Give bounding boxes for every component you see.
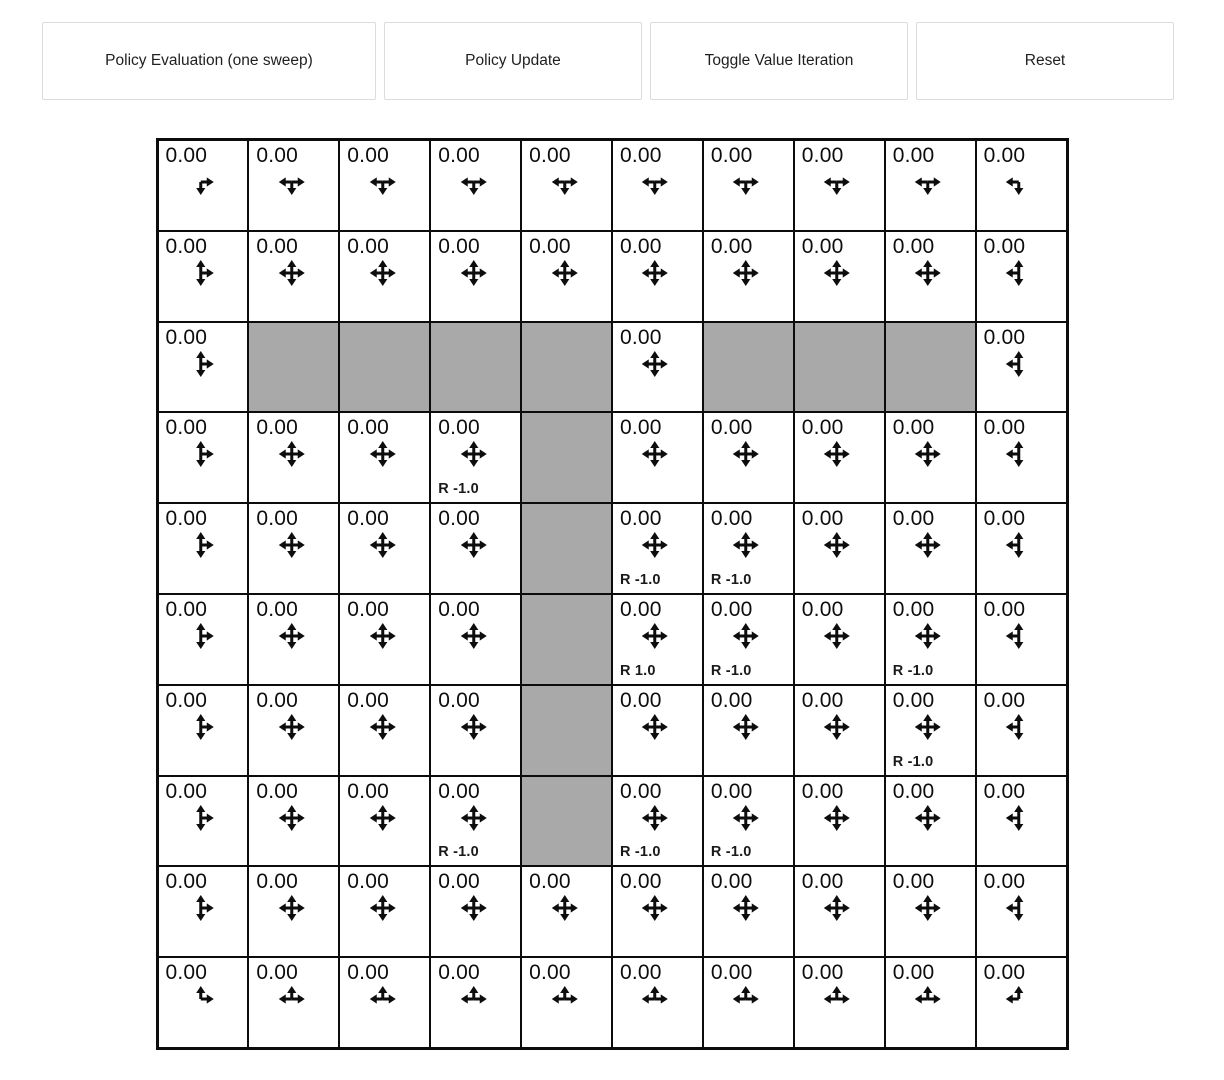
grid-cell[interactable]	[340, 777, 429, 866]
grid-cell[interactable]	[704, 686, 793, 775]
policy-arrow-icon	[368, 894, 396, 922]
state-value: 0.00	[347, 144, 389, 167]
state-value: 0.00	[347, 961, 389, 985]
grid-cell[interactable]	[704, 504, 793, 593]
state-value: 0.00	[892, 688, 935, 712]
policy-arrow-icon	[1005, 985, 1033, 1013]
policy-arrow-icon	[823, 259, 851, 287]
grid-cell[interactable]	[795, 141, 884, 230]
wall-cell[interactable]	[522, 504, 611, 593]
policy-arrow-icon	[459, 440, 487, 468]
policy-evaluation-button[interactable]: Policy Evaluation (one sweep)	[42, 22, 376, 100]
policy-arrow-icon	[732, 894, 760, 922]
state-value: 0.00	[710, 779, 753, 803]
state-value: 0.00	[801, 416, 844, 440]
grid-cell[interactable]	[613, 232, 702, 321]
policy-arrow-icon	[914, 985, 942, 1013]
grid-cell[interactable]	[249, 413, 338, 502]
policy-arrow-icon	[914, 168, 942, 196]
grid-cell[interactable]	[613, 777, 702, 866]
state-value: 0.00	[256, 779, 299, 803]
policy-arrow-icon	[641, 531, 669, 559]
policy-arrow-icon	[914, 894, 942, 922]
grid-cell[interactable]	[977, 686, 1066, 775]
grid-cell[interactable]	[431, 413, 520, 502]
state-value: 0.00	[620, 870, 662, 894]
grid-cell[interactable]	[249, 232, 338, 321]
grid-cell[interactable]	[977, 141, 1066, 230]
grid-cell[interactable]	[704, 867, 793, 956]
grid-cell[interactable]	[431, 141, 520, 230]
state-value: 0.00	[256, 144, 299, 167]
grid-cell[interactable]	[977, 595, 1066, 684]
wall-cell[interactable]	[522, 686, 611, 775]
state-value: 0.00	[983, 144, 1026, 167]
policy-arrow-icon	[368, 985, 396, 1013]
grid-cell[interactable]	[249, 504, 338, 593]
policy-arrow-icon	[823, 440, 851, 468]
reward-label: R -1.0	[710, 662, 752, 679]
grid-cell[interactable]	[340, 232, 429, 321]
policy-arrow-icon	[368, 713, 396, 741]
grid-cell[interactable]	[431, 595, 520, 684]
state-value: 0.00	[892, 234, 935, 258]
state-value: 0.00	[165, 234, 208, 258]
policy-arrow-icon	[823, 531, 851, 559]
policy-arrow-icon	[823, 713, 851, 741]
policy-arrow-icon	[732, 440, 760, 468]
policy-arrow-icon	[641, 985, 669, 1013]
state-value: 0.00	[892, 416, 935, 440]
grid-cell[interactable]	[249, 867, 338, 956]
grid-cell[interactable]	[159, 867, 248, 956]
state-value: 0.00	[165, 779, 208, 803]
policy-arrow-icon	[278, 531, 306, 559]
policy-arrow-icon	[732, 531, 760, 559]
state-value: 0.00	[165, 416, 208, 440]
policy-arrow-icon	[732, 713, 760, 741]
grid-cell[interactable]	[340, 867, 429, 956]
grid-cell[interactable]	[977, 958, 1066, 1047]
policy-arrow-icon	[1005, 531, 1033, 559]
state-value: 0.00	[892, 870, 935, 894]
grid-cell[interactable]	[613, 504, 702, 593]
policy-arrow-icon	[550, 168, 578, 196]
state-value: 0.00	[801, 598, 844, 621]
policy-arrow-icon	[732, 168, 760, 196]
grid-cell[interactable]	[431, 686, 520, 775]
grid-cell[interactable]	[886, 595, 975, 684]
reward-label: R 1.0	[620, 662, 656, 679]
grid-cell[interactable]	[613, 141, 702, 230]
grid-cell[interactable]	[431, 232, 520, 321]
state-value: 0.00	[256, 961, 299, 985]
grid-cell[interactable]	[159, 504, 248, 593]
policy-arrow-icon	[732, 259, 760, 287]
state-value: 0.00	[710, 598, 753, 621]
grid-cell[interactable]	[431, 958, 520, 1047]
state-value: 0.00	[620, 325, 662, 349]
policy-arrow-icon	[914, 531, 942, 559]
policy-arrow-icon	[732, 804, 760, 832]
grid-cell[interactable]	[795, 958, 884, 1047]
state-value: 0.00	[256, 870, 299, 894]
state-value: 0.00	[347, 598, 389, 621]
policy-arrow-icon	[641, 168, 669, 196]
state-value: 0.00	[983, 416, 1026, 440]
grid-cell[interactable]	[159, 958, 248, 1047]
grid-cell[interactable]	[249, 686, 338, 775]
toolbar	[0, 0, 1224, 100]
grid-cell[interactable]	[977, 867, 1066, 956]
policy-arrow-icon	[641, 350, 669, 378]
state-value: 0.00	[438, 598, 480, 621]
policy-arrow-icon	[187, 804, 215, 832]
state-value: 0.00	[347, 234, 389, 258]
policy-arrow-icon	[1005, 894, 1033, 922]
state-value: 0.00	[347, 688, 389, 712]
grid-cell[interactable]	[704, 777, 793, 866]
state-value: 0.00	[438, 234, 480, 258]
policy-arrow-icon	[914, 713, 942, 741]
reward-label: R -1.0	[620, 844, 661, 861]
grid-cell[interactable]	[159, 141, 248, 230]
grid-cell[interactable]	[886, 777, 975, 866]
toggle-value-iteration-button[interactable]: Toggle Value Iteration	[650, 22, 908, 100]
state-value: 0.00	[710, 144, 753, 167]
policy-arrow-icon	[459, 168, 487, 196]
grid-cell[interactable]	[613, 413, 702, 502]
grid-cell[interactable]	[795, 504, 884, 593]
grid-cell[interactable]	[977, 232, 1066, 321]
state-value: 0.00	[165, 325, 208, 349]
grid-cell[interactable]	[159, 777, 248, 866]
wall-cell[interactable]	[522, 413, 611, 502]
policy-arrow-icon	[278, 622, 306, 650]
state-value: 0.00	[620, 507, 662, 531]
state-value: 0.00	[710, 688, 753, 712]
state-value: 0.00	[983, 325, 1026, 349]
state-value: 0.00	[438, 870, 480, 894]
reward-label: R -1.0	[710, 572, 752, 588]
state-value: 0.00	[347, 507, 389, 531]
policy-arrow-icon	[187, 350, 215, 378]
state-value: 0.00	[165, 507, 208, 531]
state-value: 0.00	[529, 144, 571, 167]
state-value: 0.00	[165, 870, 208, 894]
policy-arrow-icon	[187, 622, 215, 650]
grid-cell[interactable]	[613, 595, 702, 684]
policy-update-button[interactable]: Policy Update	[384, 22, 642, 100]
policy-arrow-icon	[641, 259, 669, 287]
gridworld-container	[0, 138, 1224, 1050]
policy-arrow-icon	[1005, 622, 1033, 650]
state-value: 0.00	[801, 234, 844, 258]
grid-cell[interactable]	[159, 595, 248, 684]
grid-cell[interactable]	[795, 777, 884, 866]
state-value: 0.00	[983, 507, 1026, 531]
reward-label: R -1.0	[438, 481, 479, 498]
policy-arrow-icon	[823, 804, 851, 832]
state-value: 0.00	[438, 688, 480, 712]
grid-cell[interactable]	[886, 413, 975, 502]
grid-cell[interactable]	[159, 686, 248, 775]
state-value: 0.00	[256, 416, 299, 440]
wall-cell[interactable]	[886, 323, 975, 412]
wall-cell[interactable]	[340, 323, 429, 412]
state-value: 0.00	[438, 507, 480, 531]
policy-arrow-icon	[1005, 713, 1033, 741]
state-value: 0.00	[529, 870, 571, 894]
state-value: 0.00	[983, 688, 1026, 712]
reset-button[interactable]: Reset	[916, 22, 1174, 100]
grid-cell[interactable]	[886, 958, 975, 1047]
state-value: 0.00	[165, 598, 208, 621]
grid-cell[interactable]	[340, 504, 429, 593]
grid-cell[interactable]	[159, 323, 248, 412]
grid-cell[interactable]	[795, 413, 884, 502]
policy-arrow-icon	[914, 259, 942, 287]
policy-arrow-icon	[1005, 168, 1033, 196]
grid-cell[interactable]	[704, 958, 793, 1047]
policy-arrow-icon	[641, 713, 669, 741]
policy-arrow-icon	[187, 713, 215, 741]
policy-arrow-icon	[459, 622, 487, 650]
policy-arrow-icon	[368, 622, 396, 650]
state-value: 0.00	[801, 870, 844, 894]
grid-cell[interactable]	[613, 686, 702, 775]
state-value: 0.00	[801, 961, 844, 985]
grid-cell[interactable]	[340, 141, 429, 230]
grid-cell[interactable]	[795, 686, 884, 775]
grid-cell[interactable]	[249, 595, 338, 684]
state-value: 0.00	[710, 507, 753, 531]
state-value: 0.00	[892, 144, 935, 167]
state-value: 0.00	[983, 234, 1026, 258]
policy-arrow-icon	[278, 168, 306, 196]
policy-arrow-icon	[641, 804, 669, 832]
reward-label: R -1.0	[892, 662, 934, 679]
policy-arrow-icon	[187, 440, 215, 468]
reward-label: R -1.0	[892, 753, 934, 770]
state-value: 0.00	[710, 234, 753, 258]
grid-cell[interactable]	[249, 777, 338, 866]
policy-arrow-icon	[459, 259, 487, 287]
grid-cell[interactable]	[431, 504, 520, 593]
policy-arrow-icon	[550, 259, 578, 287]
grid-cell[interactable]	[159, 232, 248, 321]
policy-arrow-icon	[187, 894, 215, 922]
gridworld	[156, 138, 1069, 1050]
policy-arrow-icon	[187, 259, 215, 287]
grid-cell[interactable]	[613, 867, 702, 956]
policy-arrow-icon	[914, 804, 942, 832]
policy-arrow-icon	[459, 713, 487, 741]
wall-cell[interactable]	[249, 323, 338, 412]
policy-arrow-icon	[278, 713, 306, 741]
policy-arrow-icon	[459, 531, 487, 559]
policy-arrow-icon	[1005, 804, 1033, 832]
grid-cell[interactable]	[249, 958, 338, 1047]
state-value: 0.00	[620, 961, 662, 985]
grid-cell[interactable]	[340, 958, 429, 1047]
policy-arrow-icon	[1005, 259, 1033, 287]
reward-label: R -1.0	[620, 572, 661, 588]
grid-cell[interactable]	[704, 595, 793, 684]
grid-cell[interactable]	[886, 141, 975, 230]
policy-arrow-icon	[732, 985, 760, 1013]
policy-arrow-icon	[641, 894, 669, 922]
state-value: 0.00	[620, 144, 662, 167]
state-value: 0.00	[438, 144, 480, 167]
policy-arrow-icon	[550, 894, 578, 922]
state-value: 0.00	[710, 961, 753, 985]
policy-arrow-icon	[459, 894, 487, 922]
state-value: 0.00	[892, 961, 935, 985]
policy-arrow-icon	[278, 440, 306, 468]
grid-cell[interactable]	[522, 141, 611, 230]
grid-cell[interactable]	[977, 323, 1066, 412]
state-value: 0.00	[801, 779, 844, 803]
state-value: 0.00	[529, 961, 571, 985]
policy-arrow-icon	[823, 985, 851, 1013]
reward-label: R -1.0	[710, 844, 752, 861]
state-value: 0.00	[438, 416, 480, 440]
grid-cell[interactable]	[795, 232, 884, 321]
grid-cell[interactable]	[340, 686, 429, 775]
state-value: 0.00	[165, 688, 208, 712]
policy-arrow-icon	[914, 622, 942, 650]
state-value: 0.00	[256, 234, 299, 258]
grid-cell[interactable]	[795, 595, 884, 684]
policy-arrow-icon	[278, 804, 306, 832]
grid-cell[interactable]	[431, 777, 520, 866]
wall-cell[interactable]	[704, 323, 793, 412]
policy-arrow-icon	[187, 168, 215, 196]
state-value: 0.00	[529, 234, 571, 258]
state-value: 0.00	[347, 870, 389, 894]
state-value: 0.00	[620, 688, 662, 712]
state-value: 0.00	[983, 779, 1026, 803]
state-value: 0.00	[892, 779, 935, 803]
state-value: 0.00	[892, 507, 935, 531]
state-value: 0.00	[256, 598, 299, 621]
state-value: 0.00	[710, 416, 753, 440]
grid-cell[interactable]	[704, 413, 793, 502]
state-value: 0.00	[801, 507, 844, 531]
grid-cell[interactable]	[431, 867, 520, 956]
wall-cell[interactable]	[431, 323, 520, 412]
grid-cell[interactable]	[340, 595, 429, 684]
policy-arrow-icon	[459, 985, 487, 1013]
state-value: 0.00	[983, 961, 1026, 985]
wall-cell[interactable]	[522, 777, 611, 866]
policy-arrow-icon	[278, 985, 306, 1013]
wall-cell[interactable]	[795, 323, 884, 412]
state-value: 0.00	[801, 144, 844, 167]
state-value: 0.00	[438, 779, 480, 803]
state-value: 0.00	[983, 870, 1026, 894]
grid-cell[interactable]	[977, 504, 1066, 593]
grid-cell[interactable]	[522, 232, 611, 321]
policy-arrow-icon	[278, 259, 306, 287]
grid-cell[interactable]	[704, 141, 793, 230]
grid-cell[interactable]	[886, 232, 975, 321]
grid-cell[interactable]	[977, 413, 1066, 502]
state-value: 0.00	[892, 598, 935, 621]
policy-arrow-icon	[550, 985, 578, 1013]
state-value: 0.00	[620, 598, 662, 621]
grid-cell[interactable]	[613, 323, 702, 412]
policy-arrow-icon	[368, 804, 396, 832]
grid-cell[interactable]	[340, 413, 429, 502]
grid-cell[interactable]	[795, 867, 884, 956]
state-value: 0.00	[620, 234, 662, 258]
state-value: 0.00	[801, 688, 844, 712]
grid-cell[interactable]	[886, 867, 975, 956]
grid-cell[interactable]	[886, 504, 975, 593]
grid-cell[interactable]	[613, 958, 702, 1047]
grid-cell[interactable]	[886, 686, 975, 775]
wall-cell[interactable]	[522, 323, 611, 412]
policy-arrow-icon	[368, 440, 396, 468]
policy-arrow-icon	[1005, 440, 1033, 468]
grid-cell[interactable]	[159, 413, 248, 502]
state-value: 0.00	[256, 507, 299, 531]
state-value: 0.00	[620, 779, 662, 803]
policy-arrow-icon	[641, 440, 669, 468]
policy-arrow-icon	[278, 894, 306, 922]
policy-arrow-icon	[732, 622, 760, 650]
state-value: 0.00	[165, 961, 208, 985]
policy-arrow-icon	[823, 894, 851, 922]
state-value: 0.00	[620, 416, 662, 440]
policy-arrow-icon	[368, 168, 396, 196]
grid-cell[interactable]	[977, 777, 1066, 866]
state-value: 0.00	[438, 961, 480, 985]
policy-arrow-icon	[368, 531, 396, 559]
state-value: 0.00	[256, 688, 299, 712]
grid-cell[interactable]	[249, 141, 338, 230]
policy-arrow-icon	[914, 440, 942, 468]
grid-cell[interactable]	[522, 958, 611, 1047]
policy-arrow-icon	[823, 168, 851, 196]
state-value: 0.00	[347, 779, 389, 803]
state-value: 0.00	[710, 870, 753, 894]
reward-label: R -1.0	[438, 844, 479, 861]
state-value: 0.00	[165, 144, 208, 167]
policy-arrow-icon	[187, 985, 215, 1013]
state-value: 0.00	[983, 598, 1026, 621]
policy-arrow-icon	[459, 804, 487, 832]
state-value: 0.00	[347, 416, 389, 440]
policy-arrow-icon	[641, 622, 669, 650]
policy-arrow-icon	[823, 622, 851, 650]
wall-cell[interactable]	[522, 595, 611, 684]
policy-arrow-icon	[187, 531, 215, 559]
policy-arrow-icon	[1005, 350, 1033, 378]
policy-arrow-icon	[368, 259, 396, 287]
grid-cell[interactable]	[704, 232, 793, 321]
grid-cell[interactable]	[522, 867, 611, 956]
